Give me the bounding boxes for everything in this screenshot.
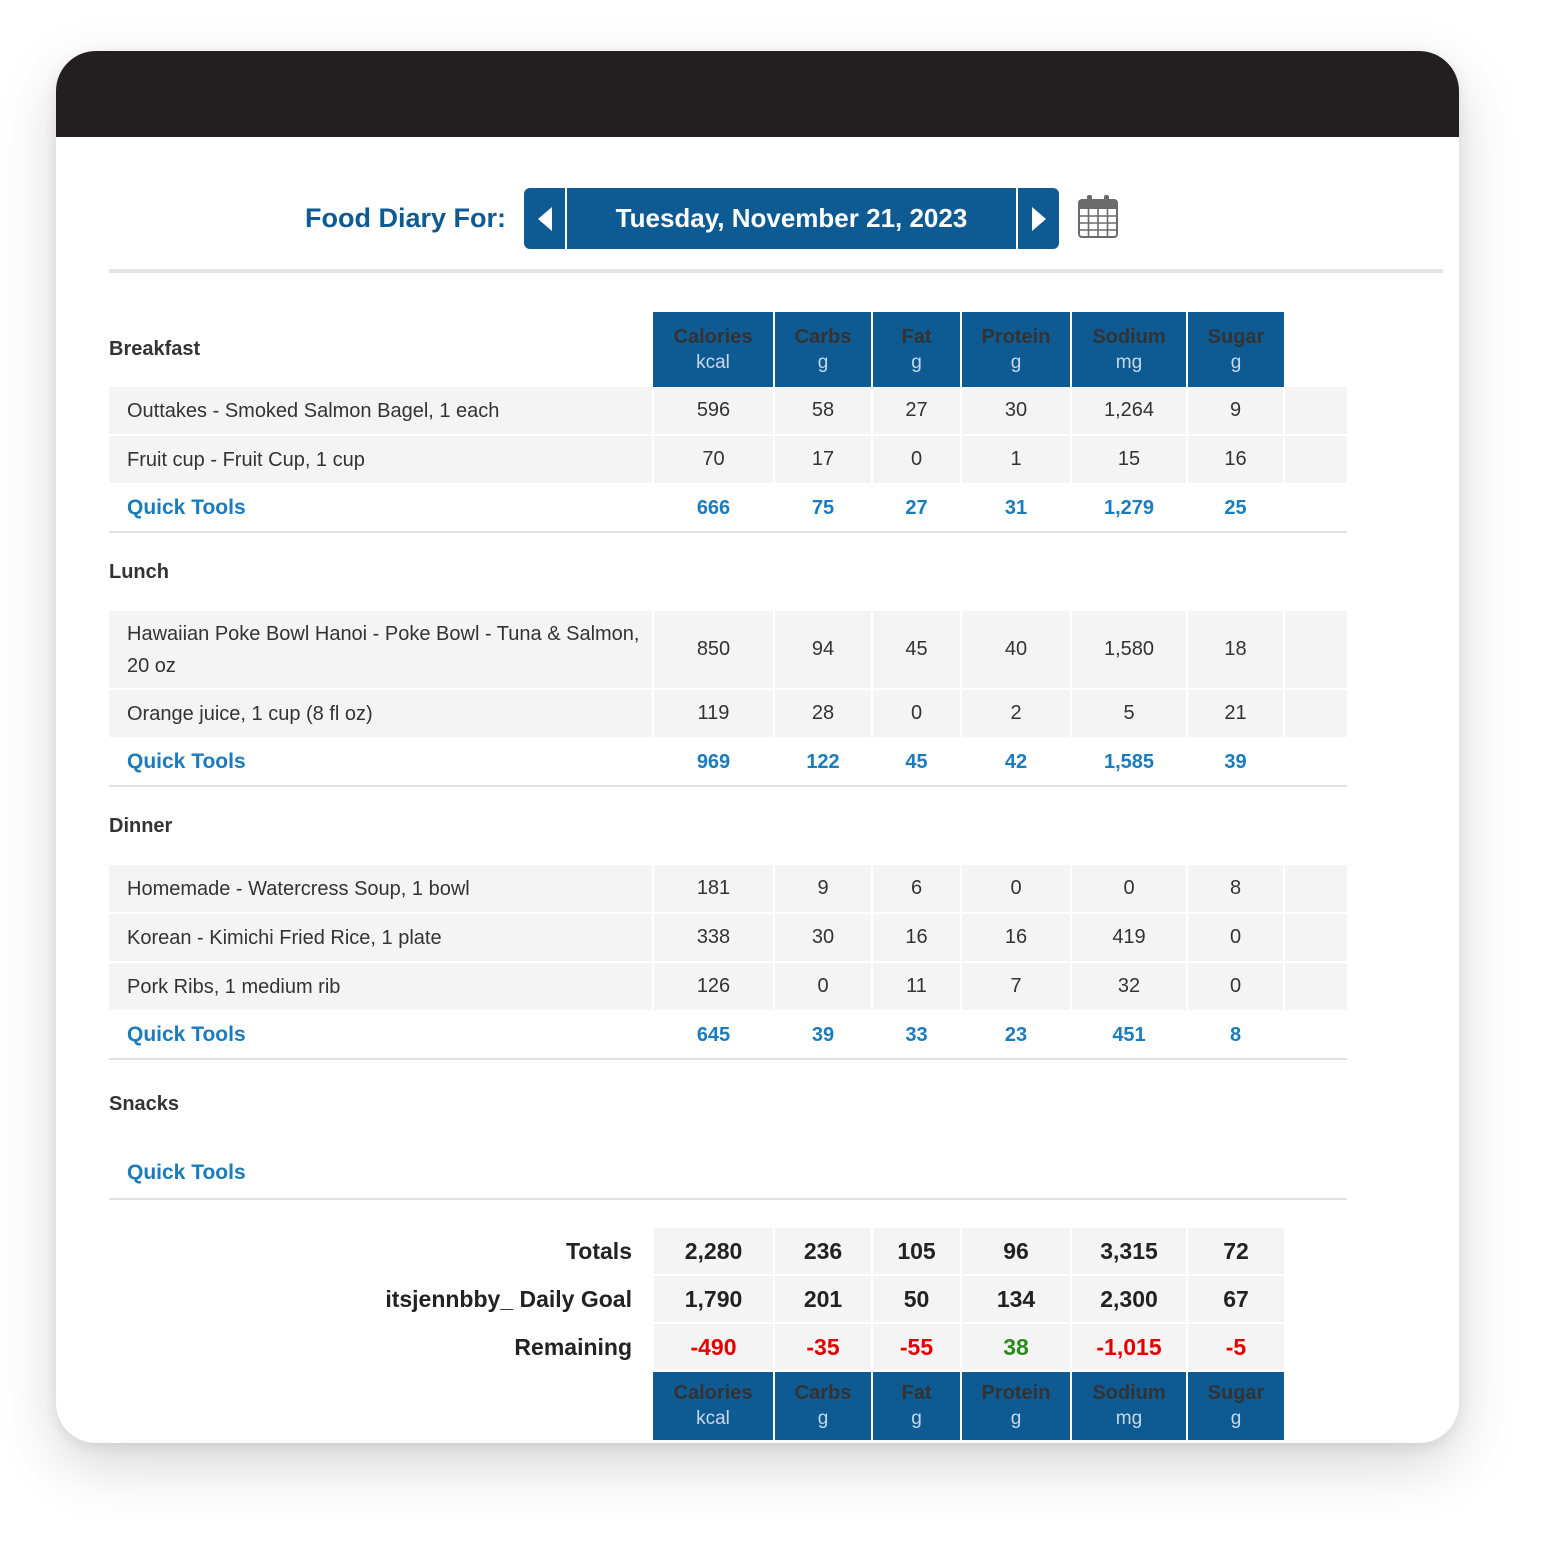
meal-total-value: 122	[774, 738, 872, 786]
summary-value: 134	[961, 1275, 1071, 1323]
meal-total-value	[872, 1148, 961, 1199]
arrow-left-icon	[538, 207, 552, 231]
nutrient-value: 30	[961, 387, 1071, 435]
quick-tools-link[interactable]: Quick Tools	[127, 496, 246, 519]
meal-title-row	[109, 532, 1347, 611]
current-date: Tuesday, November 21, 2023	[615, 203, 968, 233]
nutrient-value: 126	[653, 962, 774, 1011]
spacer	[1284, 1371, 1347, 1440]
date-navigator	[524, 188, 1059, 249]
food-diary-label: Food Diary For:	[305, 203, 506, 233]
column-name: Sugar	[1207, 1382, 1265, 1404]
nutrient-value: 15	[1071, 435, 1187, 484]
row-actions	[1284, 611, 1347, 689]
nutrient-value: 8	[1187, 865, 1284, 913]
food-row[interactable]	[109, 387, 1347, 435]
nutrient-value: 30	[774, 913, 872, 962]
previous-day-button[interactable]	[524, 188, 567, 249]
meal-total-value: 969	[653, 738, 774, 786]
column-unit: g	[911, 351, 922, 373]
row-actions	[1284, 865, 1347, 913]
summary-value: -5	[1187, 1323, 1284, 1371]
arrow-right-icon	[1032, 207, 1046, 231]
nutrient-value: 11	[872, 962, 961, 1011]
meal-total-value	[1071, 1148, 1187, 1199]
column-name: Carbs	[794, 1382, 852, 1404]
column-name: Fat	[901, 325, 932, 348]
column-header-5	[1187, 1371, 1284, 1440]
nutrient-value: 16	[1187, 435, 1284, 484]
column-name: Fat	[901, 1382, 932, 1404]
meal-total-value: 1,279	[1071, 484, 1187, 532]
quick-tools-link[interactable]: Quick Tools	[127, 1161, 246, 1184]
column-header-2	[872, 1371, 961, 1440]
nutrient-value: 181	[653, 865, 774, 913]
nutrient-value: 18	[1187, 611, 1284, 689]
nutrient-value: 32	[1071, 962, 1187, 1011]
column-name: Calories	[673, 325, 753, 348]
spacer	[109, 1371, 653, 1440]
column-unit: kcal	[696, 351, 730, 373]
quick-tools-row	[109, 1148, 1347, 1199]
summary-value: 105	[872, 1228, 961, 1275]
summary-value: 1,790	[653, 1275, 774, 1323]
food-row[interactable]	[109, 611, 1347, 689]
summary-value: -1,015	[1071, 1323, 1187, 1371]
column-unit: g	[911, 1408, 922, 1429]
row-actions	[1284, 913, 1347, 962]
spacer	[1284, 484, 1347, 532]
row-actions	[1284, 962, 1347, 1011]
column-name: Sugar	[1207, 325, 1265, 348]
nutrient-value: 40	[961, 611, 1071, 689]
meal-total-value: 1,585	[1071, 738, 1187, 786]
food-name[interactable]: Hawaiian Poke Bowl Hanoi - Poke Bowl - Tuna & Salmon, 20 oz	[109, 611, 653, 689]
summary-label: itsjennbby_ Daily Goal	[109, 1275, 653, 1323]
summary-value: 67	[1187, 1275, 1284, 1323]
summary-row-remaining	[109, 1323, 1347, 1371]
nutrient-value: 6	[872, 865, 961, 913]
food-name[interactable]: Fruit cup - Fruit Cup, 1 cup	[109, 435, 653, 484]
nutrient-value: 5	[1071, 689, 1187, 738]
top-bar	[56, 51, 1459, 137]
quick-tools-cell	[109, 484, 653, 532]
meal-title: Lunch	[109, 560, 169, 583]
spacer	[1284, 1228, 1347, 1275]
spacer-row	[109, 1199, 1347, 1228]
nutrient-value: 58	[774, 387, 872, 435]
nutrient-value: 27	[872, 387, 961, 435]
nutrient-value: 7	[961, 962, 1071, 1011]
nutrient-value: 596	[653, 387, 774, 435]
summary-row-goal	[109, 1275, 1347, 1323]
summary-value: 50	[872, 1275, 961, 1323]
meal-total-value: 451	[1071, 1011, 1187, 1059]
nutrient-value: 2	[961, 689, 1071, 738]
nutrient-value: 419	[1071, 913, 1187, 962]
column-unit: g	[817, 1408, 829, 1429]
column-name: Protein	[981, 325, 1051, 348]
food-name[interactable]: Pork Ribs, 1 medium rib	[109, 962, 653, 1011]
spacer	[109, 1199, 1347, 1228]
summary-value: 3,315	[1071, 1228, 1187, 1275]
summary-value: 38	[961, 1323, 1071, 1371]
food-row[interactable]	[109, 865, 1347, 913]
meal-title: Breakfast	[109, 338, 201, 360]
quick-tools-link[interactable]: Quick Tools	[127, 750, 246, 773]
diary-card	[56, 51, 1459, 1443]
meal-title: Snacks	[109, 1092, 180, 1115]
summary-label: Remaining	[109, 1323, 653, 1371]
column-name: Calories	[673, 1382, 753, 1404]
nutrient-value: 0	[1071, 865, 1187, 913]
meal-total-value	[961, 1148, 1071, 1199]
summary-value: 2,280	[653, 1228, 774, 1275]
next-day-button[interactable]	[1016, 188, 1059, 249]
summary-value: 72	[1187, 1228, 1284, 1275]
summary-value: -55	[872, 1323, 961, 1371]
nutrient-value: 9	[1187, 387, 1284, 435]
column-unit: mg	[1115, 351, 1143, 373]
quick-tools-cell	[109, 738, 653, 786]
meal-title-row	[109, 786, 1347, 865]
row-actions	[1284, 689, 1347, 738]
column-unit: g	[1010, 351, 1022, 373]
quick-tools-cell	[109, 1148, 653, 1199]
nutrient-value: 45	[872, 611, 961, 689]
column-header-1	[774, 1371, 872, 1440]
nutrient-value: 0	[1187, 913, 1284, 962]
spacer	[1284, 738, 1347, 786]
summary-value: 236	[774, 1228, 872, 1275]
nutrient-value: 21	[1187, 689, 1284, 738]
spacer	[1284, 1275, 1347, 1323]
meal-total-value: 645	[653, 1011, 774, 1059]
nutrient-value: 16	[872, 913, 961, 962]
spacer	[1284, 1323, 1347, 1371]
column-unit: mg	[1115, 1408, 1143, 1429]
nutrient-value: 0	[872, 689, 961, 738]
column-unit: kcal	[696, 1408, 730, 1429]
meal-total-value: 25	[1187, 484, 1284, 532]
meal-total-value: 23	[961, 1011, 1071, 1059]
food-diary-table	[109, 312, 1347, 1440]
calendar-icon[interactable]	[1076, 194, 1120, 240]
column-name: Sodium	[1092, 1382, 1166, 1404]
food-row[interactable]	[109, 435, 1347, 484]
meal-total-value	[774, 1148, 872, 1199]
quick-tools-row	[109, 1011, 1347, 1059]
meal-total-value: 39	[774, 1011, 872, 1059]
nutrient-value: 0	[961, 865, 1071, 913]
column-unit: g	[1230, 1408, 1242, 1429]
header-divider	[109, 269, 1443, 273]
nutrient-value: 16	[961, 913, 1071, 962]
food-name[interactable]: Korean - Kimichi Fried Rice, 1 plate	[109, 913, 653, 962]
row-actions	[1284, 435, 1347, 484]
summary-value: 2,300	[1071, 1275, 1187, 1323]
column-header-0	[653, 1371, 774, 1440]
column-unit: g	[1230, 351, 1242, 373]
summary-value: 201	[774, 1275, 872, 1323]
nutrient-value: 1,264	[1071, 387, 1187, 435]
column-unit: g	[1010, 1408, 1022, 1429]
nutrient-value: 850	[653, 611, 774, 689]
meal-total-value: 8	[1187, 1011, 1284, 1059]
column-header-0	[653, 312, 774, 387]
meal-title: Dinner	[109, 814, 173, 837]
meal-total-value: 33	[872, 1011, 961, 1059]
meal-total-value	[1187, 1148, 1284, 1199]
footer-header-row	[109, 1371, 1347, 1440]
nutrient-value: 28	[774, 689, 872, 738]
column-header-4	[1071, 1371, 1187, 1440]
column-name: Sodium	[1092, 325, 1166, 348]
summary-value: -490	[653, 1323, 774, 1371]
column-name: Carbs	[794, 325, 852, 348]
column-unit: g	[817, 351, 829, 373]
meal-total-value: 42	[961, 738, 1071, 786]
nutrient-value: 0	[872, 435, 961, 484]
quick-tools-row	[109, 484, 1347, 532]
column-header-3	[961, 312, 1071, 387]
summary-value: -35	[774, 1323, 872, 1371]
summary-label: Totals	[109, 1228, 653, 1275]
meal-total-value: 75	[774, 484, 872, 532]
quick-tools-row	[109, 738, 1347, 786]
food-name[interactable]: Homemade - Watercress Soup, 1 bowl	[109, 865, 653, 913]
nutrient-value: 0	[774, 962, 872, 1011]
nutrient-value: 119	[653, 689, 774, 738]
nutrient-value: 94	[774, 611, 872, 689]
food-row[interactable]	[109, 962, 1347, 1011]
nutrient-value: 17	[774, 435, 872, 484]
spacer	[1284, 312, 1347, 387]
column-header-2	[872, 312, 961, 387]
nutrient-value: 1,580	[1071, 611, 1187, 689]
nutrient-value: 1	[961, 435, 1071, 484]
meal-total-value: 45	[872, 738, 961, 786]
column-header-1	[774, 312, 872, 387]
meal-title-row	[109, 1059, 1347, 1148]
meal-total-value: 31	[961, 484, 1071, 532]
summary-row-totals	[109, 1228, 1347, 1275]
food-row[interactable]	[109, 913, 1347, 962]
quick-tools-cell	[109, 1011, 653, 1059]
quick-tools-link[interactable]: Quick Tools	[127, 1023, 246, 1046]
summary-value: 96	[961, 1228, 1071, 1275]
spacer	[1284, 1011, 1347, 1059]
food-name[interactable]: Outtakes - Smoked Salmon Bagel, 1 each	[109, 387, 653, 435]
food-name[interactable]: Orange juice, 1 cup (8 fl oz)	[109, 689, 653, 738]
food-row[interactable]	[109, 689, 1347, 738]
nutrient-value: 338	[653, 913, 774, 962]
nutrient-value: 9	[774, 865, 872, 913]
meal-total-value: 39	[1187, 738, 1284, 786]
column-name: Protein	[981, 1382, 1051, 1404]
spacer	[1284, 1148, 1347, 1199]
nutrient-value: 0	[1187, 962, 1284, 1011]
column-header-5	[1187, 312, 1284, 387]
column-header-3	[961, 1371, 1071, 1440]
meal-total-value: 27	[872, 484, 961, 532]
column-header-4	[1071, 312, 1187, 387]
meal-total-value: 666	[653, 484, 774, 532]
row-actions	[1284, 387, 1347, 435]
meal-total-value	[653, 1148, 774, 1199]
meal-header-row	[109, 312, 1347, 387]
nutrient-value: 70	[653, 435, 774, 484]
